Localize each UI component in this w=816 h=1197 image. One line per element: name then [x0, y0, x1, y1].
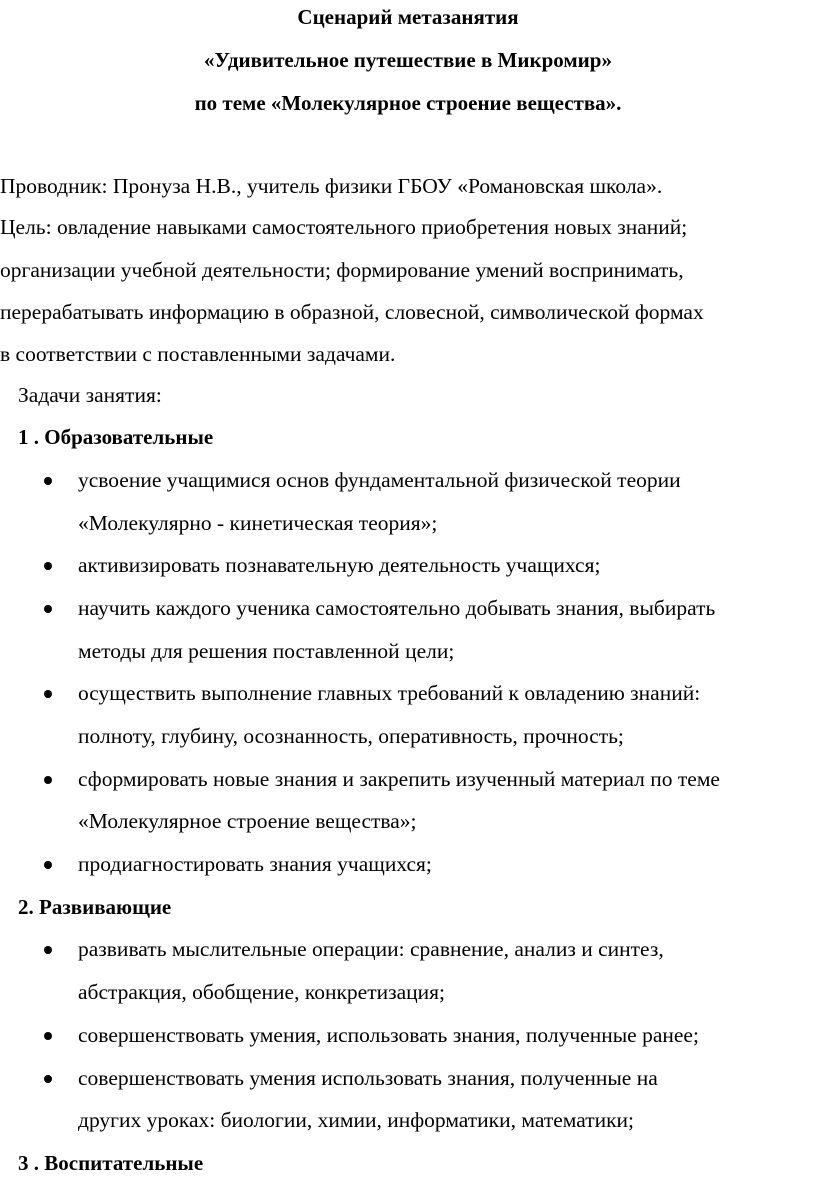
list-item-line: совершенствовать умения использовать знания, полученные на — [78, 1066, 658, 1090]
list-item-line: усвоение учащимися основ фундаментальной физической теории — [78, 468, 681, 492]
list-item-line: осуществить выполнение главных требований к овладению знаний: — [78, 681, 701, 705]
list-item-line: «Молекулярно - кинетическая теория»; — [78, 511, 438, 535]
bullet-icon — [44, 605, 52, 613]
guide-line: Проводник: Пронуза Н.В., учитель физики ГБОУ «Романовская школа». — [0, 174, 663, 198]
list-item-line: полноту, глубину, осознанность, оперативность, прочность; — [78, 724, 624, 748]
list-item-line: сформировать новые знания и закрепить изученный материал по теме — [78, 767, 720, 791]
section-heading-upbringing: 3 . Воспитательные — [18, 1151, 204, 1175]
goal-line: Цель: овладение навыками самостоятельного приобретения новых знаний; — [0, 215, 688, 239]
bullet-icon — [44, 776, 52, 784]
list-item-line: абстракция, обобщение, конкретизация; — [78, 980, 446, 1004]
goal-line: организации учебной деятельности; формирование умений воспринимать, — [0, 258, 684, 282]
document-subtitle: «Удивительное путешествие в Микромир» — [204, 48, 612, 72]
goal-line: в соответствии с поставленными задачами. — [0, 342, 396, 366]
document-title: Сценарий метазанятия — [297, 5, 519, 29]
list-item-line: других уроках: биологии, химии, информатики, математики; — [78, 1108, 635, 1132]
list-item-line: продиагностировать знания учащихся; — [78, 852, 432, 876]
list-item-line: активизировать познавательную деятельность учащихся; — [78, 553, 601, 577]
bullet-icon — [44, 1032, 52, 1040]
bullet-icon — [44, 946, 52, 954]
list-item-line: совершенствовать умения, использовать знания, полученные ранее; — [78, 1023, 699, 1047]
list-item-line: методы для решения поставленной цели; — [78, 639, 455, 663]
goal-line: перерабатывать информацию в образной, словесной, символической формах — [0, 300, 704, 324]
bullet-icon — [44, 562, 52, 570]
bullet-icon — [44, 477, 52, 485]
bullet-icon — [44, 1075, 52, 1083]
list-item-line: развивать мыслительные операции: сравнение, анализ и синтез, — [78, 937, 664, 961]
tasks-label: Задачи занятия: — [18, 383, 162, 407]
document-topic: по теме «Молекулярное строение вещества». — [194, 91, 622, 115]
bullet-icon — [44, 690, 52, 698]
section-heading-developing: 2. Развивающие — [18, 895, 172, 919]
bullet-icon — [44, 861, 52, 869]
list-item-line: научить каждого ученика самостоятельно добывать знания, выбирать — [78, 596, 716, 620]
section-heading-educational: 1 . Образовательные — [18, 425, 214, 449]
list-item-line: «Молекулярное строение вещества»; — [78, 809, 417, 833]
